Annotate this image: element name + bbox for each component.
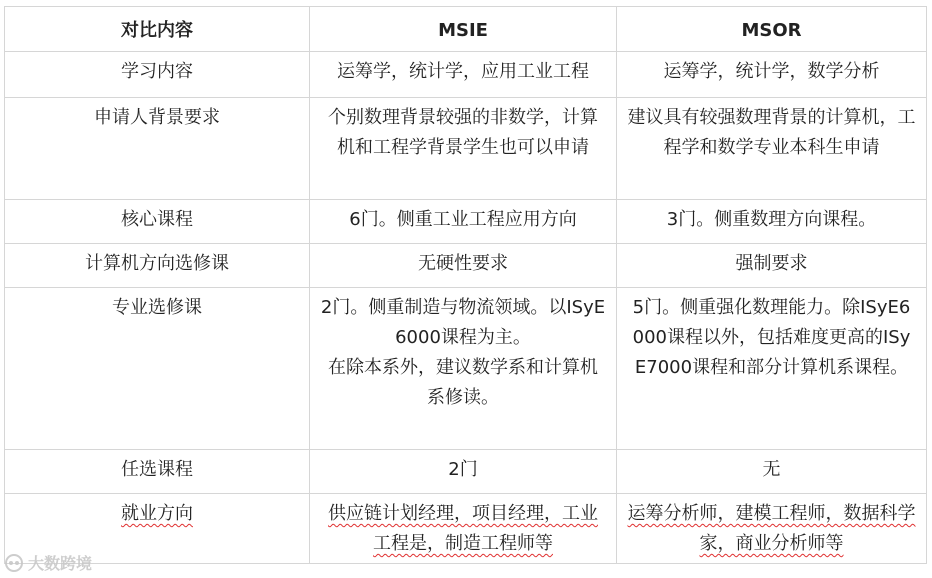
comparison-table [4,6,927,564]
msie-cell-extra: 在除本系外，建议数学系和计算机系修读。 [328,357,598,408]
brand-logo-icon [4,553,24,573]
table-row [5,98,927,200]
row-label: 核心课程 [5,200,310,244]
msor-cell: 5门。侧重强化数理能力。除ISyE6000课程以外，包括难度更高的ISyE7000课程和部分计算机系课程。 [617,288,927,450]
msor-cell: 强制要求 [617,244,927,288]
msie-cell [310,494,617,564]
msie-cell: 2门 [310,450,617,494]
header-criteria: 对比内容 [5,7,310,52]
table-row [5,244,927,288]
msie-cell-line: 2门。侧重制造与物流领域。以ISyE6000课程为主。 [320,297,606,348]
row-label: 学习内容 [5,52,310,98]
header-msie: MSIE [310,7,617,52]
row-label: 任选课程 [5,450,310,494]
msie-cell-text: 供应链计划经理，项目经理，工业工程是，制造工程师等 [328,503,598,554]
table-row [5,288,927,450]
msie-cell [310,288,617,450]
msie-cell: 6门。侧重工业工程应用方向 [310,200,617,244]
row-label: 专业选修课 [5,288,310,450]
table-row [5,52,927,98]
msor-cell: 无 [617,450,927,494]
msor-cell [617,494,927,564]
msor-cell: 3门。侧重数理方向课程。 [617,200,927,244]
table-header-row [5,7,927,52]
msie-cell: 无硬性要求 [310,244,617,288]
msor-cell: 建议具有较强数理背景的计算机，工程学和数学专业本科生申请 [617,98,927,200]
watermark [4,551,92,574]
msie-cell: 运筹学，统计学，应用工业工程 [310,52,617,98]
table-row [5,450,927,494]
table-row [5,494,927,564]
watermark-text: 大数跨境 [28,554,93,573]
row-label: 计算机方向选修课 [5,244,310,288]
header-msor: MSOR [617,7,927,52]
row-label-text: 就业方向 [121,503,193,524]
msor-cell-text: 运筹分析师，建模工程师，数据科学家，商业分析师等 [627,503,916,554]
row-label: 申请人背景要求 [5,98,310,200]
table-row [5,200,927,244]
msie-cell: 个别数理背景较强的非数学，计算机和工程学背景学生也可以申请 [310,98,617,200]
msor-cell: 运筹学，统计学，数学分析 [617,52,927,98]
